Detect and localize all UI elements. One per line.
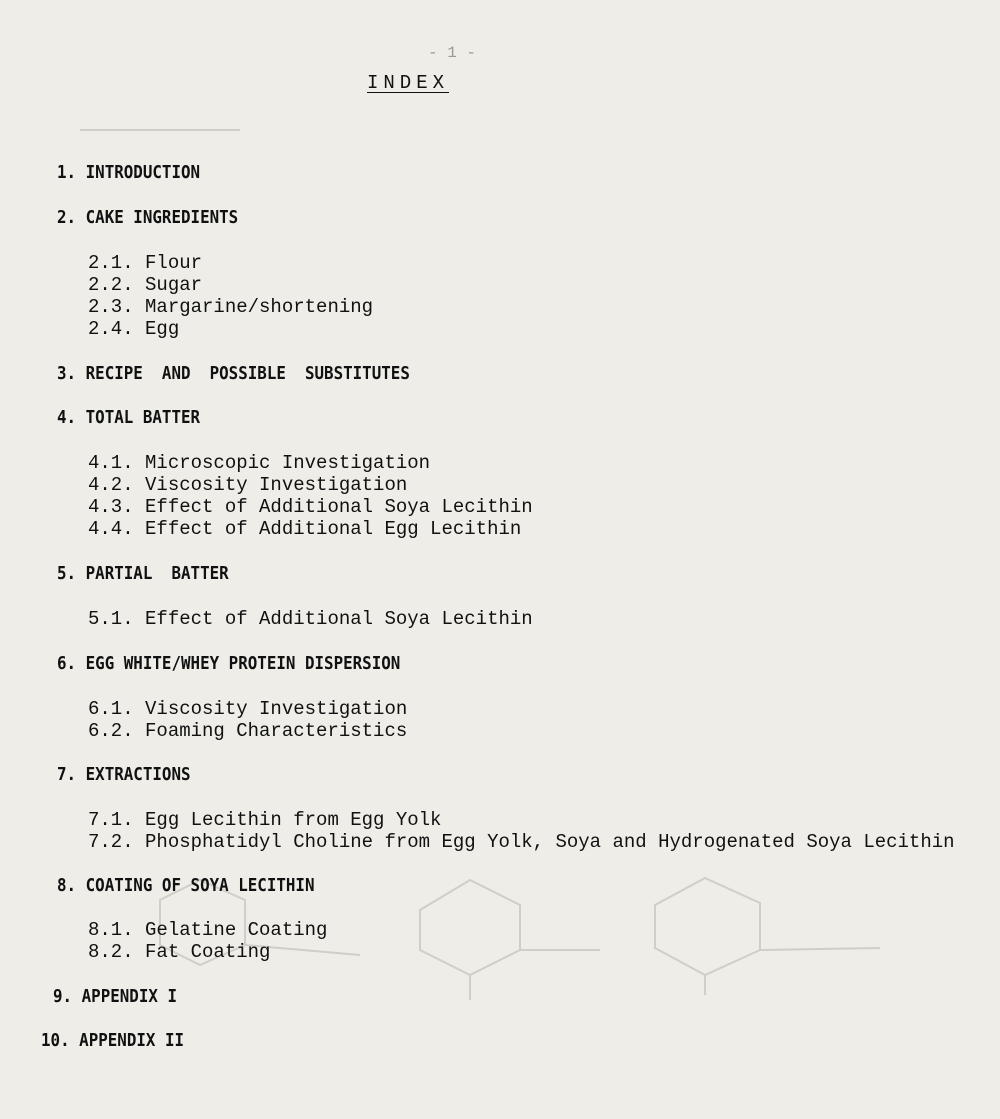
toc-section-2 [57,207,238,228]
toc-section-1 [57,162,200,183]
section-title: PARTIAL BATTER [85,563,229,584]
toc-section-8 [57,875,315,896]
section-title: APPENDIX II [79,1030,185,1051]
toc-subsection: 7.1. Egg Lecithin from Egg Yolk [88,809,442,831]
section-number: 6. [57,653,77,674]
section-title: EGG WHITE/WHEY PROTEIN DISPERSION [85,653,401,674]
section-title: APPENDIX I [81,986,177,1007]
toc-subsection: 4.1. Microscopic Investigation [88,452,431,474]
section-number: 2. [57,207,77,228]
toc-subsection: 4.3. Effect of Additional Soya Lecithin [88,496,533,518]
section-number: 7. [57,764,77,785]
section-number: 5. [57,563,77,584]
toc-subsection: 8.2. Fat Coating [88,941,271,963]
toc-section-3 [57,363,410,384]
page-title: INDEX [367,72,450,94]
toc-subsection: 4.2. Viscosity Investigation [88,474,408,496]
section-title: EXTRACTIONS [85,764,191,785]
section-number: 8. [57,875,77,896]
section-title: COATING OF SOYA LECITHIN [85,875,315,896]
toc-subsection: 4.4. Effect of Additional Egg Lecithin [88,518,522,540]
section-title: TOTAL BATTER [85,407,201,428]
section-number: 3. [57,363,77,384]
toc-section-5 [57,563,229,584]
toc-subsection: 6.2. Foaming Characteristics [88,720,408,742]
section-number: 4. [57,407,77,428]
toc-subsection: 8.1. Gelatine Coating [88,919,328,941]
section-title: INTRODUCTION [85,162,201,183]
toc-subsection: 2.1. Flour [88,252,203,274]
toc-subsection: 6.1. Viscosity Investigation [88,698,408,720]
toc-section-6 [57,653,400,674]
toc-subsection: 2.4. Egg [88,318,180,340]
section-title: CAKE INGREDIENTS [85,207,239,228]
toc-subsection: 2.2. Sugar [88,274,203,296]
toc-section-9 [53,986,177,1007]
page-number: - 1 - [428,44,477,62]
toc-subsection: 7.2. Phosphatidyl Choline from Egg Yolk, Soya and Hydrogenated Soya Lecithin [88,831,955,853]
toc-section-7 [57,764,191,785]
section-number: 9. [53,986,73,1007]
section-number: 1. [57,162,77,183]
toc-section-10 [41,1030,184,1051]
section-title: RECIPE AND POSSIBLE SUBSTITUTES [85,363,410,384]
toc-section-4 [57,407,200,428]
section-number: 10. [41,1030,70,1051]
toc-subsection: 2.3. Margarine/shortening [88,296,374,318]
toc-subsection: 5.1. Effect of Additional Soya Lecithin [88,608,533,630]
